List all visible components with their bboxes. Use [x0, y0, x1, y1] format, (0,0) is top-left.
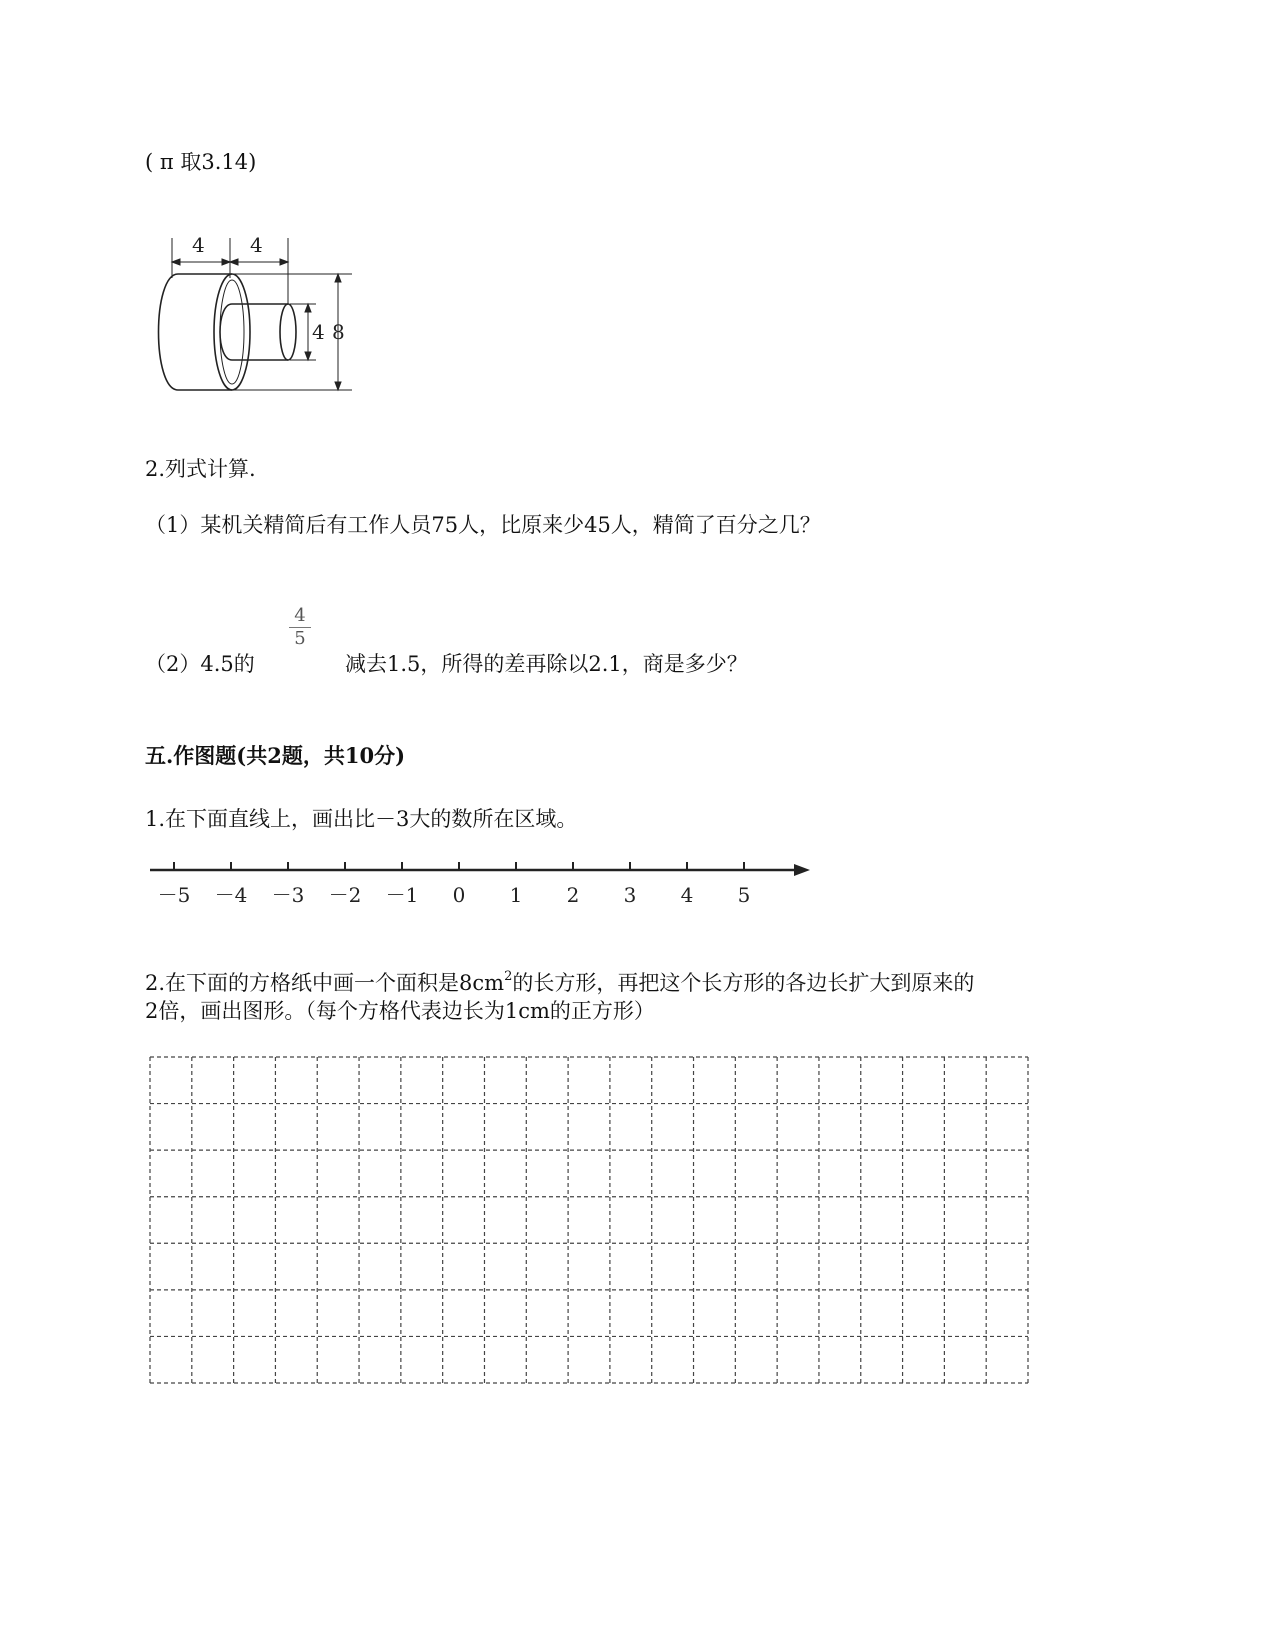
- section5-q2-line1: [145, 965, 974, 997]
- large-cylinder-body: [178, 274, 232, 390]
- small-cylinder-face: [280, 304, 296, 360]
- q2-text-b: 的长方形，再把这个长方形的各边长扩大到原来的: [512, 971, 975, 995]
- section5-q2-line2: 2倍，画出图形。（每个方格代表边长为1cm的正方形）: [145, 999, 655, 1023]
- number-line-label: －3: [271, 883, 305, 907]
- number-line-label: －5: [157, 883, 191, 907]
- dim-right-label: 4: [250, 233, 263, 257]
- pi-note: ( π 取3.14): [145, 150, 257, 174]
- q2-title: 2.列式计算.: [145, 457, 256, 481]
- number-line-label: －1: [385, 883, 419, 907]
- q2-part2-prefix: （2）4.5的: [145, 652, 255, 676]
- q2-part2-suffix: 减去1.5，所得的差再除以2.1，商是多少？: [345, 652, 748, 676]
- section5-q1: 1.在下面直线上，画出比－3大的数所在区域。: [145, 807, 578, 831]
- number-line-label: 3: [623, 883, 637, 907]
- number-line-label: 5: [737, 883, 751, 907]
- fraction-four-fifths: [285, 606, 315, 649]
- number-line-label: 0: [452, 883, 466, 907]
- q2-part1: （1）某机关精简后有工作人员75人，比原来少45人，精简了百分之几？: [145, 513, 821, 537]
- number-line-label: 1: [509, 883, 523, 907]
- number-line-label: －2: [328, 883, 362, 907]
- dim-left-label: 4: [192, 233, 205, 257]
- q2-text-a: 2.在下面的方格纸中画一个面积是8cm: [145, 971, 505, 995]
- dim-inner-label: 4: [312, 320, 325, 344]
- superscript-2: 2: [504, 969, 513, 984]
- fraction-denominator: 5: [294, 628, 306, 649]
- fraction-numerator: 4: [294, 605, 306, 626]
- grid-paper[interactable]: [148, 1055, 1030, 1385]
- number-line-arrow-icon: [794, 864, 810, 876]
- cylinder-figure: [140, 228, 360, 400]
- number-line-label: 4: [680, 883, 694, 907]
- dim-outer-label: 8: [332, 320, 345, 344]
- number-line-label: －4: [214, 883, 248, 907]
- number-line[interactable]: [140, 850, 820, 914]
- number-line-label: 2: [566, 883, 580, 907]
- section5-heading: 五.作图题(共2题，共10分): [145, 743, 406, 768]
